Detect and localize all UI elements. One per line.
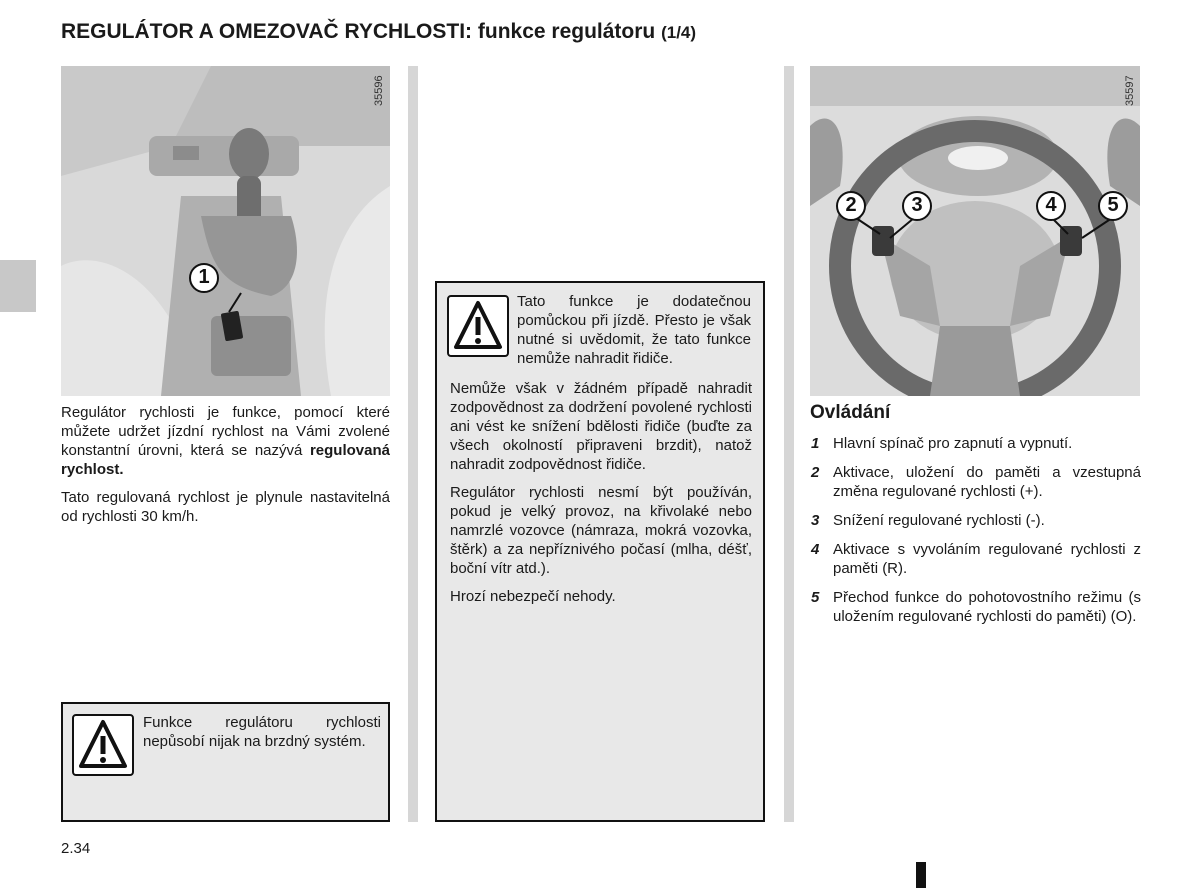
column-divider-right (784, 66, 794, 822)
speed-range-paragraph: Tato regulovaná rychlost je plynule nastavitelná od rychlosti 30 km/h. (61, 489, 390, 525)
gear-console-illustration (61, 66, 390, 396)
photo-ref-number: 35596 (373, 75, 385, 106)
callout-5: 5 (1098, 191, 1128, 221)
safety-warning-box (435, 281, 765, 822)
callout-4: 4 (1036, 191, 1066, 221)
steering-wheel-illustration (810, 66, 1140, 396)
page-number: 2.34 (61, 840, 91, 857)
page-title-text: REGULÁTOR A OMEZOVAČ RYCHLOSTI: funkce regulátoru (61, 20, 656, 43)
photo-ref-number: 35597 (1124, 75, 1136, 106)
intro-paragraph: Regulátor rychlosti je funkce, pomocí které můžete udržet jízdní rychlost na Vámi zvolené konstantní úrovni, která se nazývá regulovaná rychlost. (61, 404, 390, 478)
warning-icon (72, 714, 134, 776)
controls-heading: Ovládání (810, 402, 891, 423)
warning-icon (447, 295, 509, 357)
gear-console-photo (61, 66, 390, 396)
control-item-2: 2 Aktivace, uložení do paměti a vzestupná změna regulované rychlosti (+). (811, 464, 1141, 500)
control-item-5: 5 Přechod funkce do pohotovostního režimu (s uložením regulované rychlosti do paměti) (O). (811, 589, 1141, 625)
controls-list (811, 434, 1141, 636)
section-tab (0, 260, 36, 312)
control-item-4: 4 Aktivace s vyvoláním regulované rychlosti z paměti (R). (811, 541, 1141, 577)
control-item-3: 3 Snížení regulované rychlosti (-). (811, 512, 1045, 529)
column-divider-left (408, 66, 418, 822)
warning-intro-text: Tato funkce je dodatečnou pomůckou při jízdě. Přesto je však nutné si uvědomit, že tato funkce nemůže nahradit řidiče. (517, 293, 751, 367)
page-edge-marker (916, 862, 926, 888)
callout-2: 2 (836, 191, 866, 221)
left-column-text (61, 403, 390, 535)
page-title (61, 20, 696, 44)
brake-warning-text: Funkce regulátoru rychlosti nepůsobí nijak na brzdný systém. (143, 714, 381, 750)
page-title-part: (1/4) (661, 23, 697, 42)
steering-wheel-photo (810, 66, 1140, 396)
callout-3: 3 (902, 191, 932, 221)
callout-1: 1 (189, 263, 219, 293)
responsibility-paragraph: Nemůže však v žádném případě nahradit zodpovědnost za dodržení povolené rychlosti ani vést ke snížení bdělosti řidiče (buďte za všech okolností připraveni brzdit), natož nahradit zodpovědnost řidiče. (450, 380, 752, 473)
usage-restriction-paragraph: Regulátor rychlosti nesmí být používán, pokud je velký provoz, na křivolaké nebo namrzlé vozovce (námraza, mokrá vozovka, štěrk) a za nepříznivého počasí (mlha, déšť, boční vítr atd.). (450, 484, 752, 577)
warning-body (450, 379, 752, 615)
control-item-1: 1 Hlavní spínač pro zapnutí a vypnutí. (811, 435, 1073, 452)
accident-risk-paragraph: Hrozí nebezpečí nehody. (450, 588, 616, 605)
brake-warning-box (61, 702, 390, 822)
